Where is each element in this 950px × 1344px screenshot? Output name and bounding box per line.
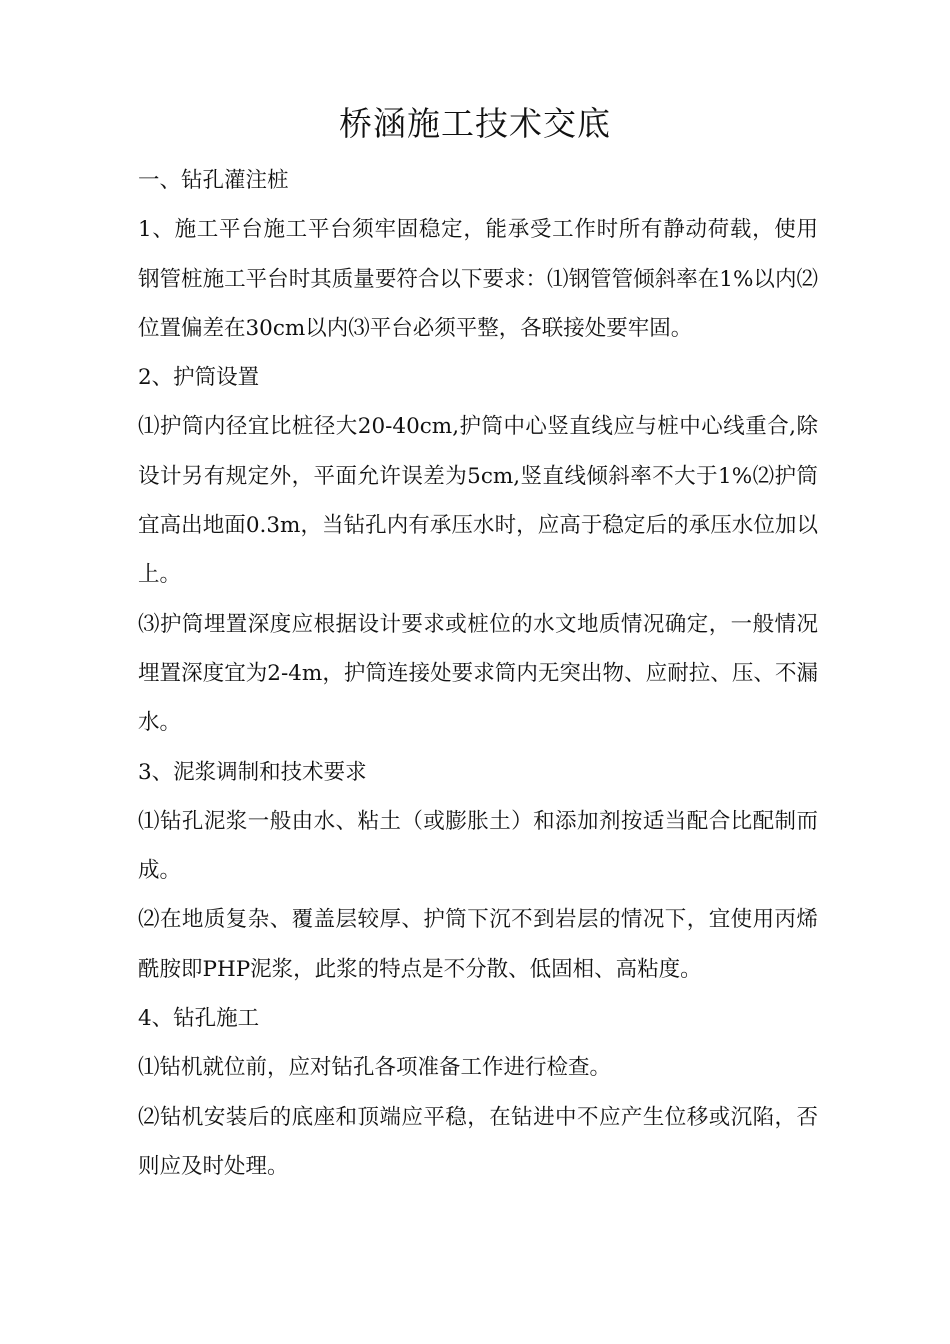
paragraph-casing-2: ⑶护筒埋置深度应根据设计要求或桩位的水文地质情况确定，一般情况埋置深度宜为2-4m，护筒连接处要求筒内无突出物、应耐拉、压、不漏水。 xyxy=(138,611,818,736)
paragraph-drilling-2: ⑵钻机安装后的底座和顶端应平稳，在钻进中不应产生位移或沉陷，否则应及时处理。 xyxy=(138,1104,818,1179)
section-heading: 一、钻孔灌注桩 xyxy=(138,168,289,193)
subsection-heading: 2、护筒设置 xyxy=(138,365,260,391)
subsection-heading: 4、钻孔施工 xyxy=(138,1006,260,1032)
document-body xyxy=(138,156,818,1191)
subsection-heading: 3、泥浆调制和技术要求 xyxy=(138,759,367,785)
paragraph-platform: 1、施工平台施工平台须牢固稳定，能承受工作时所有静动荷载，使用钢管桩施工平台时其质量要符合以下要求：⑴钢管管倾斜率在1%以内⑵位置偏差在30cm以内⑶平台必须平整，各联接处要牢固。 xyxy=(138,217,818,341)
paragraph-casing-1: ⑴护筒内径宜比桩径大20-40cm,护筒中心竖直线应与桩中心线重合,除设计另有规定外，平面允许误差为5cm,竖直线倾斜率不大于1%⑵护筒宜高出地面0.3m，当钻孔内有承压水时，应高于稳定后的承压水位加以上。 xyxy=(138,414,818,588)
document-title: 桥涵施工技术交底 xyxy=(339,104,611,143)
paragraph-mud-2: ⑵在地质复杂、覆盖层较厚、护筒下沉不到岩层的情况下，宜使用丙烯酰胺即PHP泥浆，此浆的特点是不分散、低固相、高粘度。 xyxy=(138,907,818,982)
paragraph-mud-1: ⑴钻孔泥浆一般由水、粘土（或膨胀土）和添加剂按适当配合比配制而成。 xyxy=(138,808,818,884)
paragraph-drilling-1: ⑴钻机就位前，应对钻孔各项准备工作进行检查。 xyxy=(138,1055,612,1081)
